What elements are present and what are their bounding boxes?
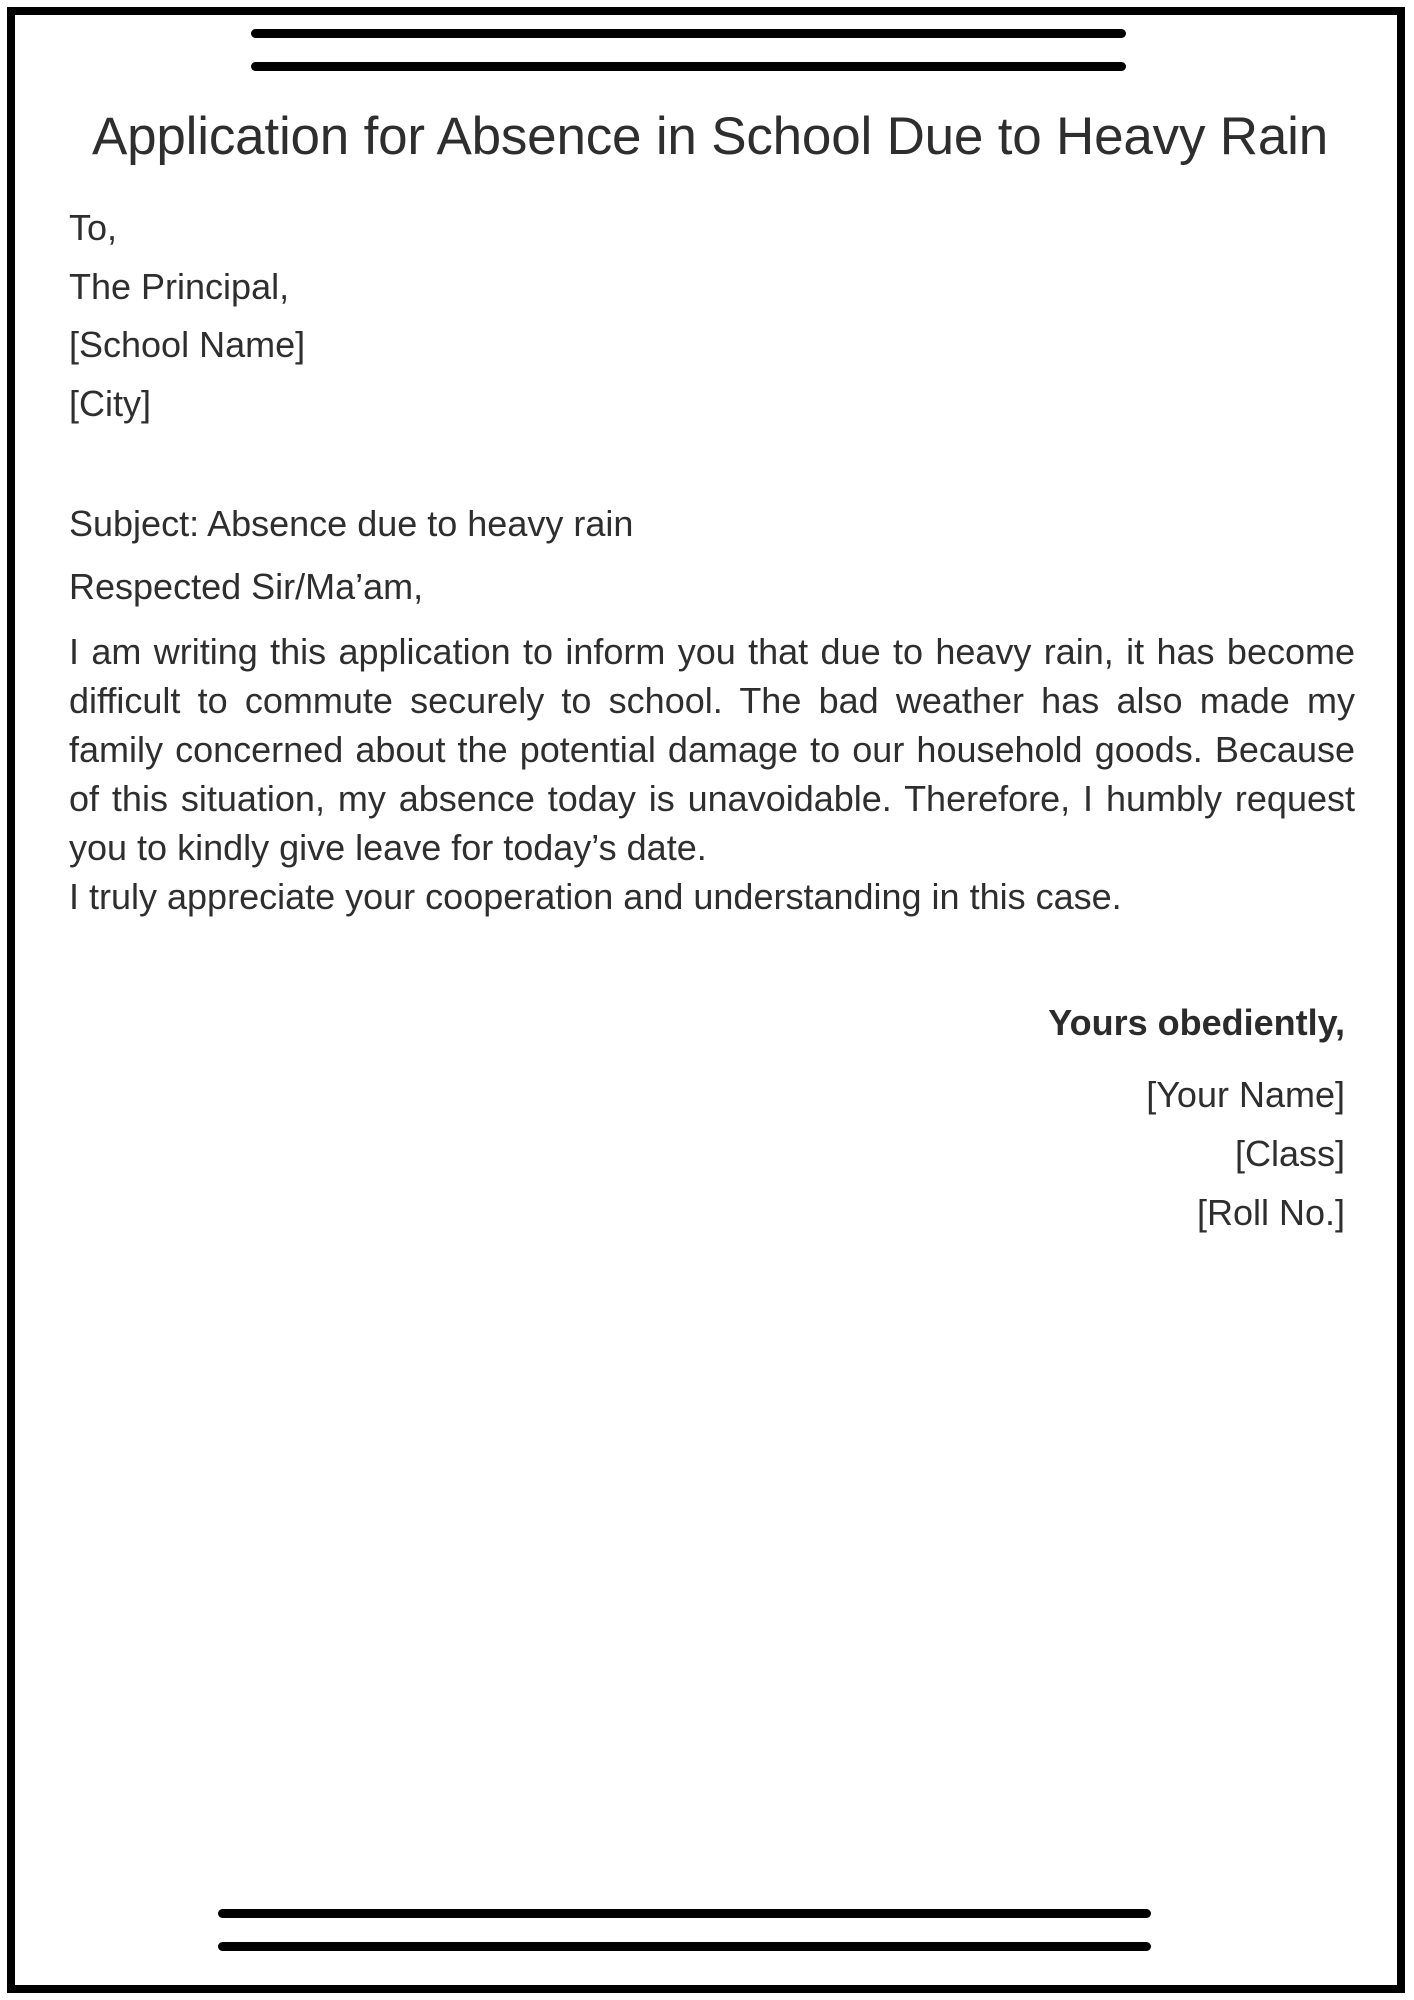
header-rule-top bbox=[251, 29, 1126, 38]
signature-block bbox=[69, 996, 1355, 1242]
subject-line: Subject: Absence due to heavy rain bbox=[69, 502, 634, 544]
footer-rule-top bbox=[218, 1909, 1151, 1918]
header-double-rule bbox=[251, 29, 1126, 71]
signature-class-placeholder: [Class] bbox=[1234, 1132, 1345, 1174]
body-paragraph-2: I truly appreciate your cooperation and understanding in this case. bbox=[69, 876, 1122, 918]
page-border-frame bbox=[7, 7, 1405, 1993]
greeting-line: Respected Sir/Ma’am, bbox=[69, 566, 424, 608]
signature-name-placeholder: [Your Name] bbox=[1146, 1074, 1345, 1116]
footer-rule-bottom bbox=[218, 1942, 1151, 1951]
address-subject-spacer bbox=[69, 434, 1355, 492]
header-rule-bottom bbox=[251, 62, 1126, 71]
footer-double-rule bbox=[218, 1909, 1151, 1951]
signature-roll-no-placeholder: [Roll No.] bbox=[1196, 1191, 1345, 1233]
letter-body bbox=[55, 199, 1365, 1242]
recipient-to-label: To, bbox=[69, 207, 118, 249]
letter-sheet bbox=[15, 15, 1397, 1985]
recipient-school-name: [School Name] bbox=[69, 324, 306, 366]
signature-closing: Yours obediently, bbox=[1048, 1002, 1345, 1044]
recipient-city: [City] bbox=[69, 383, 152, 425]
body-paragraph-1: I am writing this application to inform you that due to heavy rain, it has become difficult to commute securely to school. The bad weather has also made my family concerned about the potential damage to our household goods. Because of this situation, my absence today is unavoidable. Therefore, I humbly request you to kindly give leave for today’s date. bbox=[69, 631, 1355, 869]
recipient-addressee: The Principal, bbox=[69, 265, 290, 307]
page-title: Application for Absence in School Due to Heavy Rain bbox=[91, 107, 1329, 166]
